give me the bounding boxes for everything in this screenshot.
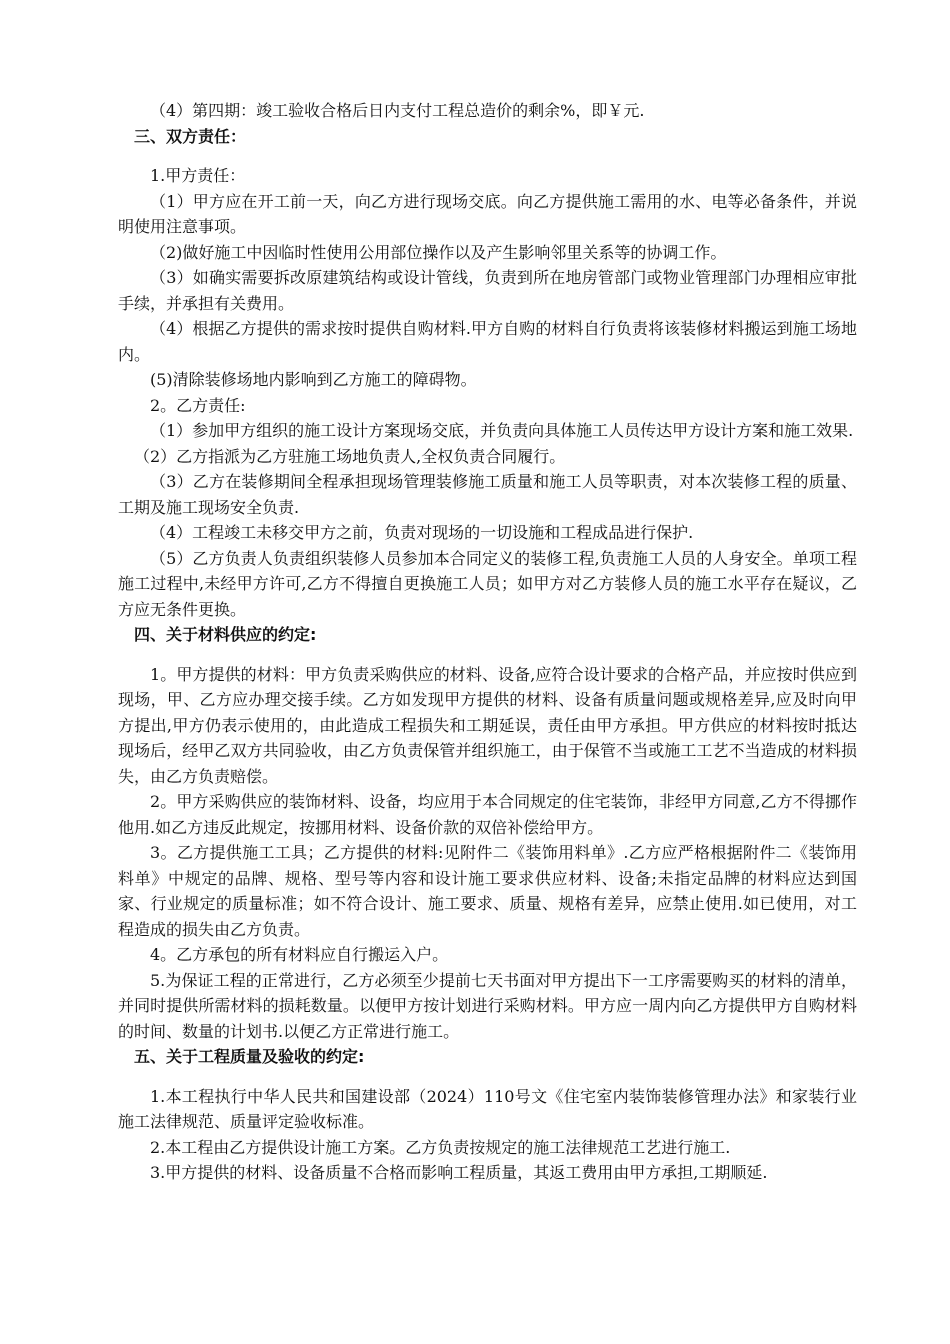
quality-item-2: 2.本工程由乙方提供设计施工方案。乙方负责按规定的施工法律规范工艺进行施工.: [150, 1137, 731, 1157]
party-b-item-1: （1）参加甲方组织的施工设计方案现场交底，并负责向具体施工人员传达甲方设计方案和施工效果.: [150, 421, 854, 440]
party-b-item-5: （5）乙方负责人负责组织装修人员参加本合同定义的装修工程,负责施工人员的人身安全。单项工程施工过程中,未经甲方许可,乙方不得擅自更换施工人员；如甲方对乙方装修人员的施工水平存在疑议，乙方应无条件更换。: [118, 548, 857, 619]
materials-item-4: 4。乙方承包的所有材料应自行搬运入户。: [150, 945, 449, 964]
materials-item-1: 1。甲方提供的材料：甲方负责采购供应的材料、设备,应符合设计要求的合格产品，并应按时供应到现场，甲、乙方应办理交接手续。乙方如发现甲方提供的材料、设备有质量问题或规格差异,应及时向甲方提出,甲方仍表示使用的，由此造成工程损失和工期延误，责任由甲方承担。甲方供应的材料按时抵达现场后，经甲乙双方共同验收，由乙方负责保管并组织施工，由于保管不当或施工工艺不当造成的材料损失，由乙方负责赔偿。: [118, 664, 857, 786]
materials-item-2: 2。甲方采购供应的装饰材料、设备，均应用于本合同规定的住宅装饰，非经甲方同意,乙方不得挪作他用.如乙方违反此规定，按挪用材料、设备价款的双倍补偿给甲方。: [118, 792, 857, 837]
quality-item-3: 3.甲方提供的材料、设备质量不合格而影响工程质量，其返工费用由甲方承担,工期顺延.: [150, 1163, 768, 1182]
spacer: [118, 1070, 857, 1084]
payment-phase-4: （4）第四期：竣工验收合格后日内支付工程总造价的剩余%，即￥元.: [150, 101, 645, 120]
party-b-heading: 2。乙方责任:: [150, 395, 246, 415]
party-a-item-3: （3）如确实需要拆改原建筑结构或设计管线，负责到所在地房管部门或物业管理部门办理相应审批手续，并承担有关费用。: [118, 268, 857, 313]
quality-item-1: 1.本工程执行中华人民共和国建设部（2024）110号文《住宅室内装饰装修管理办法》和家装行业施工法律规范、质量评定验收标准。: [118, 1086, 857, 1131]
section-heading-3: 三、双方责任：: [134, 126, 247, 146]
spacer: [118, 648, 857, 662]
party-a-item-1: （1）甲方应在开工前一天，向乙方进行现场交底。向乙方提供施工需用的水、电等必备条件，并说明使用注意事项。: [118, 191, 857, 236]
party-b-item-4: （4）工程竣工未移交甲方之前，负责对现场的一切设施和工程成品进行保护.: [150, 523, 694, 542]
section-heading-5: 五、关于工程质量及验收的约定:: [134, 1047, 365, 1066]
section-heading-4: 四、关于材料供应的约定:: [134, 625, 317, 644]
party-a-item-2: （2)做好施工中因临时性使用公用部位操作以及产生影响邻里关系等的协调工作。: [150, 242, 727, 262]
party-b-item-3: （3）乙方在装修期间全程承担现场管理装修施工质量和施工人员等职责，对本次装修工程的质量、工期及施工现场安全负责.: [118, 472, 857, 517]
party-a-heading: 1.甲方责任：: [150, 166, 246, 185]
materials-item-5: 5.为保证工程的正常进行，乙方必须至少提前七天书面对甲方提出下一工序需要购买的材料的清单，并同时提供所需材料的损耗数量。以便甲方按计划进行采购材料。甲方应一周内向乙方提供甲方自购材料的时间、数量的计划书.以便乙方正常进行施工。: [118, 970, 857, 1041]
spacer: [118, 149, 857, 163]
party-a-item-5: (5)清除装修场地内影响到乙方施工的障碍物。: [150, 370, 477, 389]
materials-item-3: 3。乙方提供施工工具；乙方提供的材料:见附件二《装饰用料单》.乙方应严格根据附件二《装饰用料单》中规定的品牌、规格、型号等内容和设计施工要求供应材料、设备;未指定品牌的材料应达到国家、行业规定的质量标准；如不符合设计、施工要求、质量、规格有差异，应禁止使用.如已使用，对工程造成的损失由乙方负责。: [118, 843, 857, 939]
party-b-item-2: （2）乙方指派为乙方驻施工场地负责人,全权负责合同履行。: [134, 446, 566, 466]
party-a-item-4: （4）根据乙方提供的需求按时提供自购材料.甲方自购的材料自行负责将该装修材料搬运到施工场地内。: [118, 319, 857, 364]
